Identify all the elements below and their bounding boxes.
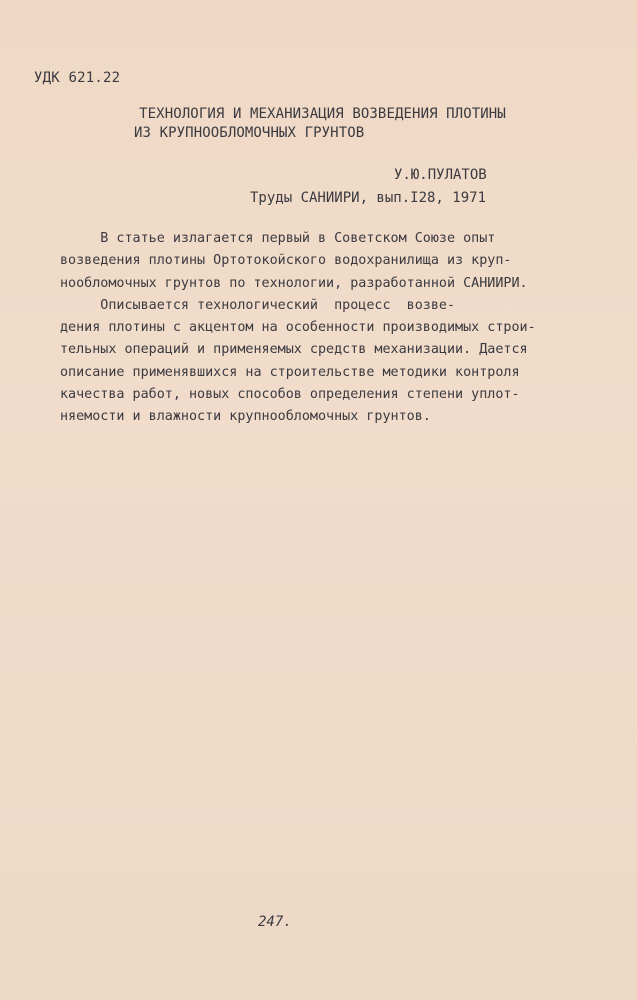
abstract-line: качества работ, новых способов определения степени уплот- [60,387,520,403]
source-reference: Труды САНИИРИ, вып.I28, 1971 [250,190,487,206]
abstract-line: няемости и влажности крупнообломочных грунтов. [60,409,431,425]
abstract-line: нообломочных грунтов по технологии, разработанной САНИИРИ. [60,275,528,291]
abstract [60,228,620,429]
author: У.Ю.ПУЛАТОВ [394,167,487,183]
abstract-line: В статье излагается первый в Советском Союзе опыт [60,231,496,246]
abstract-line: дения плотины с акцентом на особенности производимых строи- [60,320,536,336]
title-line-1: ТЕХНОЛОГИЯ И МЕХАНИЗАЦИЯ ВОЗВЕДЕНИЯ ПЛОТИНЫ [139,106,506,122]
udk-code: УДК 621.22 [34,70,121,86]
abstract-line: описание применявшихся на строительстве методики контроля [60,364,520,380]
abstract-line: тельных операций и применяемых средств механизации. Дается [60,342,528,358]
page-number: 247. [258,914,292,930]
abstract-line: Описывается технологический процесс возве- [60,297,456,313]
title-line-2: ИЗ КРУПНООБЛОМОЧНЫХ ГРУНТОВ [134,125,365,141]
abstract-line: возведения плотины Ортотокойского водохранилища из круп- [60,253,512,269]
